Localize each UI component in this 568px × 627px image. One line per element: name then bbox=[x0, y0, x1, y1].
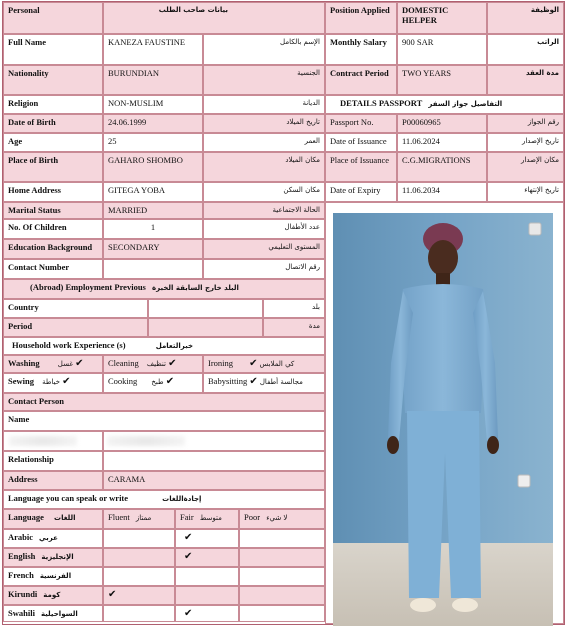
language-name-ar: الإنجليزية bbox=[41, 553, 74, 561]
fluent-col-header bbox=[103, 509, 175, 529]
babysitting-label: Babysitting bbox=[208, 376, 248, 386]
cleaning-label: Cleaning bbox=[108, 358, 139, 368]
language-name: Arabic bbox=[8, 532, 34, 542]
home-address-ar: مكان السكن bbox=[203, 182, 325, 202]
passport-no-ar: رقم الجواز bbox=[487, 114, 564, 133]
issuance-place-label: Place of Issuance bbox=[325, 152, 397, 182]
employment-title-ar: البلد خارج السابقة الخبرة bbox=[151, 284, 239, 292]
language-name: French bbox=[8, 570, 34, 580]
period-label: Period bbox=[3, 318, 148, 337]
country-value bbox=[148, 299, 263, 318]
language-fair-cell bbox=[175, 529, 239, 548]
passport-no-label: Passport No. bbox=[325, 114, 397, 133]
redaction-blur-2 bbox=[107, 436, 185, 446]
religion-value: NON-MUSLIM bbox=[103, 95, 203, 114]
contract-value: TWO YEARS bbox=[397, 65, 487, 95]
language-poor-cell bbox=[239, 586, 325, 605]
language-poor-cell bbox=[239, 529, 325, 548]
passport-details-title-ar: التفاصيل جواز السفر bbox=[428, 100, 503, 108]
children-label: No. Of Children bbox=[3, 219, 103, 239]
language-name-ar: كومة bbox=[43, 591, 61, 599]
languages-title: Language you can speak or write bbox=[8, 493, 129, 503]
dob-ar: تاريخ الميلاد bbox=[203, 114, 325, 133]
language-check-icon: ✔ bbox=[184, 551, 193, 562]
full-name-label: Full Name bbox=[3, 34, 103, 65]
religion-label: Religion bbox=[3, 95, 103, 114]
children-ar: عدد الأطفال bbox=[203, 219, 325, 239]
sewing-cell bbox=[3, 373, 103, 393]
washing-cell bbox=[3, 355, 103, 373]
dob-label: Date of Birth bbox=[3, 114, 103, 133]
contract-ar: مدة العقد bbox=[487, 65, 564, 95]
nationality-label: Nationality bbox=[3, 65, 103, 95]
ironing-label: Ironing bbox=[208, 358, 234, 368]
personal-heading-ar-cell bbox=[103, 2, 325, 34]
marital-ar: الحالة الاجتماعية bbox=[203, 202, 325, 219]
household-title: Household work Experience (s) bbox=[12, 340, 126, 350]
language-fair-cell bbox=[175, 567, 239, 586]
age-ar: العمر bbox=[203, 133, 325, 152]
education-value: SECONDARY bbox=[103, 239, 203, 259]
language-name: Swahili bbox=[8, 608, 35, 618]
relationship-label: Relationship bbox=[3, 451, 103, 471]
language-poor-cell bbox=[239, 567, 325, 586]
language-name-ar: عربي bbox=[39, 534, 58, 542]
children-value: 1 bbox=[103, 219, 203, 239]
pob-label: Place of Birth bbox=[3, 152, 103, 182]
position-applied-label: Position Applied bbox=[325, 2, 397, 34]
passport-details-heading bbox=[325, 95, 564, 114]
salary-label: Monthly Salary bbox=[325, 34, 397, 65]
languages-heading bbox=[3, 490, 325, 509]
age-label: Age bbox=[3, 133, 103, 152]
address-value: CARAMA bbox=[103, 471, 325, 490]
passport-no-value: P00060965 bbox=[397, 114, 487, 133]
applicant-photo bbox=[333, 213, 553, 626]
ironing-ar: كي الملابس bbox=[259, 360, 295, 368]
language-check-icon: ✔ bbox=[184, 608, 193, 619]
period-ar: مدة bbox=[263, 318, 325, 337]
contract-label: Contract Period bbox=[325, 65, 397, 95]
language-name: Kirundi bbox=[8, 589, 38, 599]
expiry-date-label: Date of Expiry bbox=[325, 182, 397, 202]
poor-col-ar: لا شيء bbox=[266, 514, 288, 522]
ironing-cell bbox=[203, 355, 325, 373]
fluent-col-ar: ممتاز bbox=[135, 514, 152, 522]
cleaning-cell bbox=[103, 355, 203, 373]
nationality-value: BURUNDIAN bbox=[103, 65, 203, 95]
cooking-cell bbox=[103, 373, 203, 393]
cooking-label: Cooking bbox=[108, 376, 138, 386]
contact-person-heading: Contact Person bbox=[3, 393, 325, 411]
pob-value: GAHARO SHOMBO bbox=[103, 152, 203, 182]
language-fluent-cell bbox=[103, 529, 175, 548]
age-value: 25 bbox=[103, 133, 203, 152]
washing-check-icon: ✔ bbox=[75, 358, 84, 369]
full-name-value: KANEZA FAUSTINE bbox=[103, 34, 203, 65]
full-name-ar: الإسم بالكامل bbox=[203, 34, 325, 65]
language-row-label-cell bbox=[3, 586, 103, 605]
language-col-header bbox=[3, 509, 103, 529]
poor-col-label: Poor bbox=[244, 512, 261, 522]
home-address-label: Home Address bbox=[3, 182, 103, 202]
personal-heading: Personal bbox=[3, 2, 103, 34]
sewing-label: Sewing bbox=[8, 376, 34, 386]
language-fair-cell bbox=[175, 605, 239, 622]
household-title-ar: خبرالتعامل bbox=[155, 342, 194, 350]
issuance-date-ar: تاريخ الإصدار bbox=[487, 133, 564, 152]
application-form bbox=[2, 1, 565, 625]
expiry-date-value: 11.06.2034 bbox=[397, 182, 487, 202]
religion-ar: الديانة bbox=[203, 95, 325, 114]
contact-name-label: Name bbox=[3, 411, 325, 431]
fair-col-ar: متوسط bbox=[199, 514, 222, 522]
cleaning-ar: تنظيف bbox=[146, 360, 166, 368]
marital-label: Marital Status bbox=[3, 202, 103, 219]
language-poor-cell bbox=[239, 605, 325, 622]
country-label: Country bbox=[3, 299, 148, 318]
sewing-check-icon: ✔ bbox=[62, 376, 71, 387]
languages-title-ar: إجادةاللغات bbox=[162, 495, 202, 503]
dob-value: 24.06.1999 bbox=[103, 114, 203, 133]
country-ar: بلد bbox=[263, 299, 325, 318]
contact-number-ar: رقم الاتصال bbox=[203, 259, 325, 279]
address-label: Address bbox=[3, 471, 103, 490]
ironing-check-icon: ✔ bbox=[249, 358, 258, 369]
language-fluent-cell bbox=[103, 605, 175, 622]
expiry-date-ar: تاريخ الإنتهاء bbox=[487, 182, 564, 202]
education-label: Education Background bbox=[3, 239, 103, 259]
babysitting-cell bbox=[203, 373, 325, 393]
issuance-place-value: C.G.MIGRATIONS bbox=[397, 152, 487, 182]
pob-ar: مكان الميلاد bbox=[203, 152, 325, 182]
language-fluent-cell bbox=[103, 586, 175, 605]
language-row-label-cell bbox=[3, 567, 103, 586]
language-name: English bbox=[8, 551, 36, 561]
language-fluent-cell bbox=[103, 548, 175, 567]
issuance-date-value: 11.06.2024 bbox=[397, 133, 487, 152]
cleaning-check-icon: ✔ bbox=[168, 358, 177, 369]
period-value bbox=[148, 318, 263, 337]
language-check-icon: ✔ bbox=[184, 532, 193, 543]
language-name-ar: الفرنسية bbox=[39, 572, 72, 580]
position-applied-value: DOMESTIC HELPER bbox=[397, 2, 487, 34]
issuance-place-ar: مكان الإصدار bbox=[487, 152, 564, 182]
contact-number-value bbox=[103, 259, 203, 279]
issuance-date-label: Date of Issuance bbox=[325, 133, 397, 152]
washing-ar: غسل bbox=[57, 360, 73, 368]
marital-value: MARRIED bbox=[103, 202, 203, 219]
cooking-check-icon: ✔ bbox=[165, 376, 175, 387]
language-col-label: Language bbox=[8, 512, 44, 522]
language-col-ar: اللغات bbox=[54, 514, 76, 522]
employment-heading bbox=[3, 279, 325, 299]
personal-heading-ar: بيانات صاحب الطلب bbox=[158, 6, 228, 14]
home-address-value: GITEGA YOBA bbox=[103, 182, 203, 202]
language-fair-cell bbox=[175, 586, 239, 605]
relationship-value bbox=[103, 451, 325, 471]
passport-details-title: DETAILS PASSPORT bbox=[340, 98, 423, 108]
salary-value: 900 SAR bbox=[397, 34, 487, 65]
sewing-ar: خياطة bbox=[42, 378, 61, 386]
babysitting-ar: مجالسة أطفال bbox=[259, 378, 303, 386]
language-fair-cell bbox=[175, 548, 239, 567]
language-row-label-cell bbox=[3, 605, 103, 622]
washing-label: Washing bbox=[8, 358, 40, 368]
education-ar: المستوى التعليمي bbox=[203, 239, 325, 259]
nationality-ar: الجنسية bbox=[203, 65, 325, 95]
language-fluent-cell bbox=[103, 567, 175, 586]
redaction-blur bbox=[9, 436, 77, 446]
employment-title: (Abroad) Employment Previous bbox=[30, 282, 146, 292]
language-name-ar: السواحيلية bbox=[40, 610, 78, 618]
language-row-label-cell bbox=[3, 529, 103, 548]
fluent-col-label: Fluent bbox=[108, 512, 130, 522]
fair-col-label: Fair bbox=[180, 512, 194, 522]
cooking-ar: طبخ bbox=[151, 378, 164, 386]
position-applied-ar: الوظيفة bbox=[487, 2, 564, 34]
babysitting-check-icon: ✔ bbox=[249, 376, 258, 387]
fair-col-header bbox=[175, 509, 239, 529]
poor-col-header bbox=[239, 509, 325, 529]
language-row-label-cell bbox=[3, 548, 103, 567]
household-heading bbox=[3, 337, 325, 355]
contact-number-label: Contact Number bbox=[3, 259, 103, 279]
salary-ar: الراتب bbox=[487, 34, 564, 65]
language-check-icon: ✔ bbox=[108, 589, 117, 600]
language-poor-cell bbox=[239, 548, 325, 567]
